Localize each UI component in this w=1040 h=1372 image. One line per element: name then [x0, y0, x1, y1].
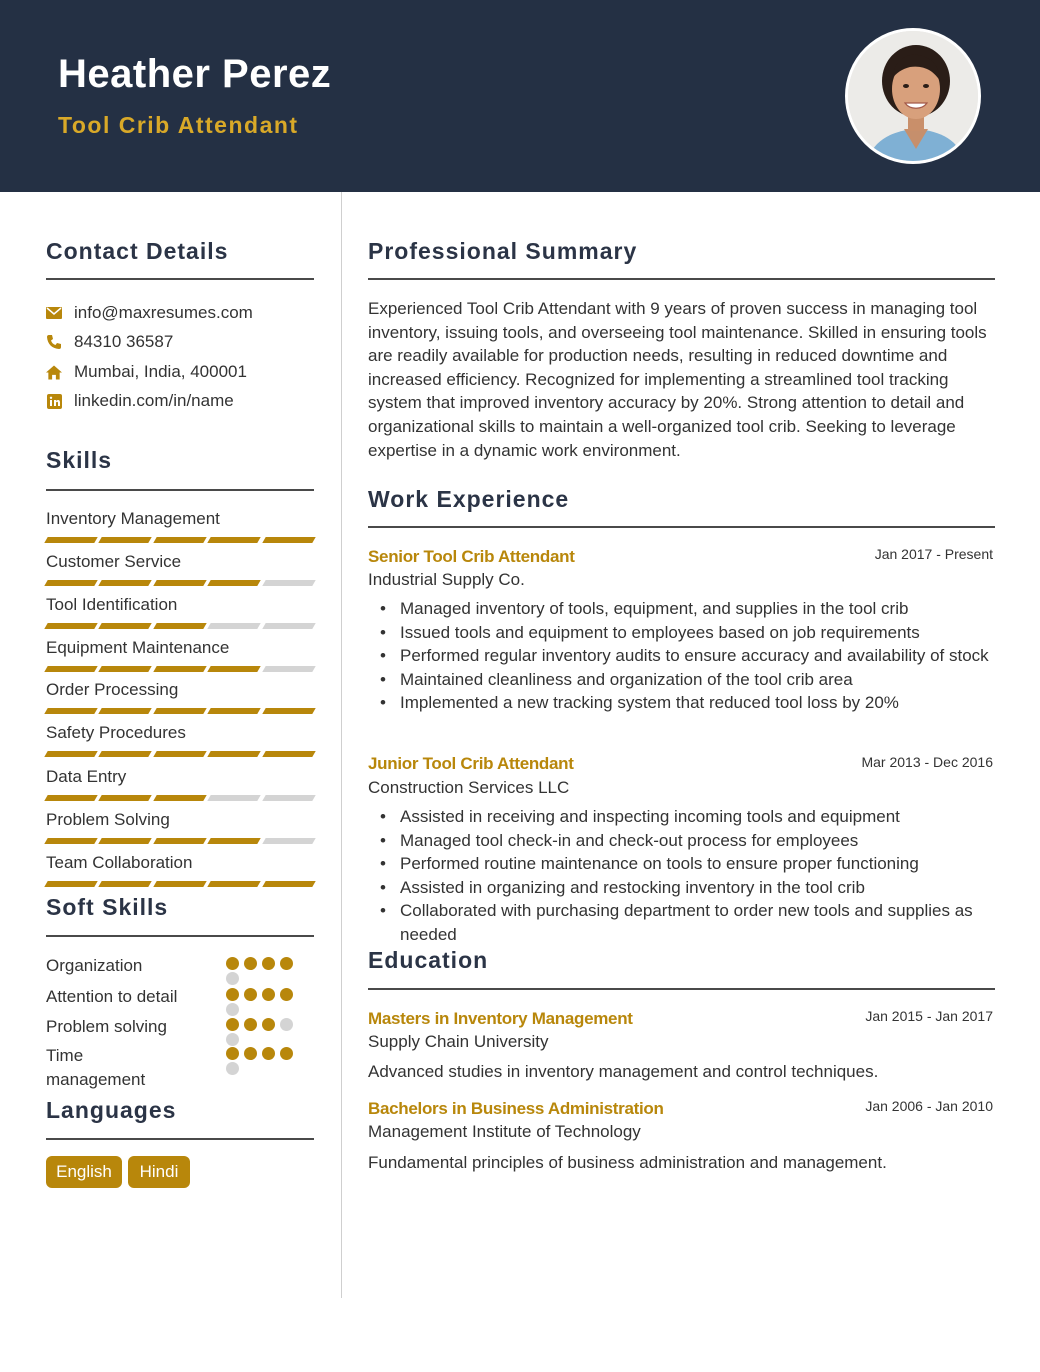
skill-level-segment-filled [207, 666, 261, 672]
contact-address [46, 360, 247, 384]
rating-dot-empty [226, 1003, 239, 1016]
job-bullets [380, 597, 992, 715]
skill-label: Customer Service [46, 552, 182, 571]
rating-dot-empty [226, 1033, 239, 1046]
rating-dot-filled [244, 988, 257, 1001]
education-section-title: Education [368, 947, 489, 973]
skill-label: Tool Identification [46, 595, 178, 614]
summary-section-title: Professional Summary [368, 238, 638, 264]
contact-linkedin[interactable] [46, 389, 234, 413]
home-icon [46, 364, 62, 380]
job-bullet: • Collaborated with purchasing department to order new tools and supplies as needed [380, 899, 992, 946]
skill-level-segment-filled [207, 580, 261, 586]
skill-level-segment-filled [262, 708, 316, 714]
rating-dot-filled [280, 988, 293, 1001]
education-title-rule [368, 988, 995, 990]
profile-photo-illustration [848, 31, 981, 164]
skill-level-segment-filled [99, 838, 153, 844]
skill-level-segment-filled [44, 708, 98, 714]
job-bullet: • Implemented a new tracking system that reduced tool loss by 20% [380, 691, 992, 715]
degree-title: Masters in Inventory Management [368, 1009, 633, 1028]
column-divider [341, 192, 342, 1298]
degree-date: Jan 2006 - Jan 2010 [865, 1098, 993, 1114]
language-badge-hindi: Hindi [128, 1156, 190, 1188]
linkedin-icon [46, 393, 62, 409]
skill-label: Order Processing [46, 680, 179, 699]
skill-level-segment-filled [207, 881, 261, 887]
soft-skill-label: Problem solving [46, 1017, 167, 1036]
resume-header [0, 0, 1040, 192]
job-title: Senior Tool Crib Attendant [368, 547, 575, 566]
contact-email-text: info@maxresumes.com [74, 303, 253, 322]
skill-level-segment-filled [153, 838, 207, 844]
rating-dot-filled [280, 957, 293, 970]
degree-description: Advanced studies in inventory management and control techniques. [368, 1062, 879, 1081]
skill-label: Safety Procedures [46, 723, 186, 742]
profile-photo [845, 28, 981, 164]
skill-level-segment-filled [207, 751, 261, 757]
job-bullets [380, 805, 992, 947]
job-company: Construction Services LLC [368, 778, 570, 797]
skill-level-segment-filled [207, 838, 261, 844]
soft-skill-dots [226, 988, 293, 1001]
rating-dot-empty [226, 1062, 239, 1075]
job-company: Industrial Supply Co. [368, 570, 525, 589]
skill-level-segment-filled [44, 881, 98, 887]
job-bullet: • Issued tools and equipment to employees based on job requirements [380, 621, 992, 645]
skill-level-bar [46, 666, 314, 672]
degree-description: Fundamental principles of business administration and management. [368, 1153, 887, 1172]
skill-label: Data Entry [46, 767, 127, 786]
skill-level-segment-empty [207, 795, 261, 801]
skill-level-segment-filled [153, 881, 207, 887]
job-date: Mar 2013 - Dec 2016 [861, 754, 993, 770]
job-bullet: • Managed tool check-in and check-out process for employees [380, 829, 992, 853]
soft-skills-section-title: Soft Skills [46, 894, 169, 920]
skill-level-segment-filled [99, 751, 153, 757]
candidate-role: Tool Crib Attendant [58, 112, 299, 138]
rating-dot-empty [280, 1018, 293, 1031]
job-bullet: • Assisted in organizing and restocking inventory in the tool crib [380, 876, 992, 900]
rating-dot-filled [262, 1018, 275, 1031]
skill-level-segment-filled [44, 838, 98, 844]
soft-skills-title-rule [46, 935, 314, 937]
skill-level-segment-filled [99, 666, 153, 672]
contact-phone-text: 84310 36587 [74, 332, 174, 351]
skill-level-segment-filled [262, 751, 316, 757]
rating-dot-filled [226, 957, 239, 970]
job-date: Jan 2017 - Present [874, 546, 993, 562]
skill-level-segment-filled [262, 881, 316, 887]
soft-skill-dots [226, 1047, 293, 1060]
contact-phone[interactable] [46, 330, 173, 354]
rating-dot-filled [226, 988, 239, 1001]
skill-level-bar [46, 751, 314, 757]
skill-level-bar [46, 881, 314, 887]
skill-level-segment-filled [153, 666, 207, 672]
skill-level-segment-filled [44, 751, 98, 757]
skill-level-bar [46, 838, 314, 844]
skill-level-segment-empty [262, 795, 316, 801]
skill-level-segment-filled [153, 537, 207, 543]
skill-level-segment-filled [207, 708, 261, 714]
skill-level-segment-filled [153, 708, 207, 714]
contact-section-title: Contact Details [46, 238, 229, 264]
rating-dot-filled [244, 957, 257, 970]
skill-level-segment-filled [153, 623, 207, 629]
skill-level-segment-filled [153, 580, 207, 586]
skills-title-rule [46, 489, 314, 491]
job-bullet: • Maintained cleanliness and organization of the tool crib area [380, 668, 992, 692]
skill-level-segment-filled [99, 623, 153, 629]
soft-skill-label: Time management [46, 1046, 146, 1089]
phone-icon [46, 334, 62, 350]
envelope-icon [46, 305, 62, 321]
school-name: Management Institute of Technology [368, 1122, 641, 1141]
rating-dot-filled [262, 957, 275, 970]
skill-level-segment-filled [99, 580, 153, 586]
skills-section-title: Skills [46, 447, 113, 473]
rating-dot-filled [244, 1047, 257, 1060]
skill-level-bar [46, 537, 314, 543]
job-bullet: • Performed routine maintenance on tools to ensure proper functioning [380, 852, 992, 876]
skill-level-bar [46, 795, 314, 801]
job-bullet: • Assisted in receiving and inspecting incoming tools and equipment [380, 805, 992, 829]
job-bullet: • Performed regular inventory audits to ensure accuracy and availability of stock [380, 644, 992, 668]
experience-title-rule [368, 526, 995, 528]
skill-level-bar [46, 623, 314, 629]
languages-section-title: Languages [46, 1097, 177, 1123]
language-badge-english: English [46, 1156, 122, 1188]
skill-level-segment-filled [44, 580, 98, 586]
summary-text: Experienced Tool Crib Attendant with 9 years of proven success in managing tool inventory, issuing tools, and overseeing tool maintenance. Skilled in ensuring tools are readily available for production needs, resulting in reduced downtime and increased efficiency. Recognized for implementing a streamlined tool tracking system that improved inventory accuracy by 20%. Strong attention to detail and organizational skills to maintain a well-organized tool crib. Seeking to leverage expertise in a dynamic work environment. [368, 299, 987, 460]
soft-skill-dots [226, 957, 293, 970]
skill-level-segment-empty [262, 838, 316, 844]
soft-skill-label: Organization [46, 956, 143, 975]
skill-label: Equipment Maintenance [46, 638, 230, 657]
degree-title: Bachelors in Business Administration [368, 1099, 664, 1118]
skill-level-segment-filled [44, 537, 98, 543]
rating-dot-filled [244, 1018, 257, 1031]
skill-level-segment-empty [207, 623, 261, 629]
languages-title-rule [46, 1138, 314, 1140]
job-title: Junior Tool Crib Attendant [368, 754, 574, 773]
skill-level-segment-empty [262, 666, 316, 672]
contact-title-rule [46, 278, 314, 280]
soft-skill-label: Attention to detail [46, 987, 178, 1006]
skill-level-segment-filled [99, 795, 153, 801]
skill-level-segment-filled [153, 751, 207, 757]
skill-level-segment-filled [153, 795, 207, 801]
degree-date: Jan 2015 - Jan 2017 [865, 1008, 993, 1024]
rating-dot-filled [280, 1047, 293, 1060]
skill-level-bar [46, 580, 314, 586]
rating-dot-filled [226, 1047, 239, 1060]
skill-level-segment-filled [99, 881, 153, 887]
contact-address-text: Mumbai, India, 400001 [74, 362, 247, 381]
skill-level-segment-filled [44, 623, 98, 629]
skill-level-segment-filled [99, 537, 153, 543]
skill-level-segment-empty [262, 623, 316, 629]
school-name: Supply Chain University [368, 1032, 549, 1051]
soft-skill-dots [226, 1018, 293, 1031]
skill-level-segment-filled [262, 537, 316, 543]
summary-title-rule [368, 278, 995, 280]
contact-email[interactable] [46, 301, 253, 325]
rating-dot-filled [262, 1047, 275, 1060]
skill-level-segment-filled [44, 666, 98, 672]
candidate-name: Heather Perez [58, 52, 332, 96]
skill-level-segment-filled [44, 795, 98, 801]
skill-level-bar [46, 708, 314, 714]
contact-linkedin-text: linkedin.com/in/name [74, 391, 234, 410]
skill-label: Inventory Management [46, 509, 220, 528]
job-bullet: • Managed inventory of tools, equipment, and supplies in the tool crib [380, 597, 992, 621]
experience-section-title: Work Experience [368, 486, 570, 512]
skill-label: Team Collaboration [46, 853, 193, 872]
rating-dot-filled [262, 988, 275, 1001]
skill-level-segment-empty [262, 580, 316, 586]
rating-dot-filled [226, 1018, 239, 1031]
skill-label: Problem Solving [46, 810, 170, 829]
skill-level-segment-filled [207, 537, 261, 543]
skill-level-segment-filled [99, 708, 153, 714]
rating-dot-empty [226, 972, 239, 985]
